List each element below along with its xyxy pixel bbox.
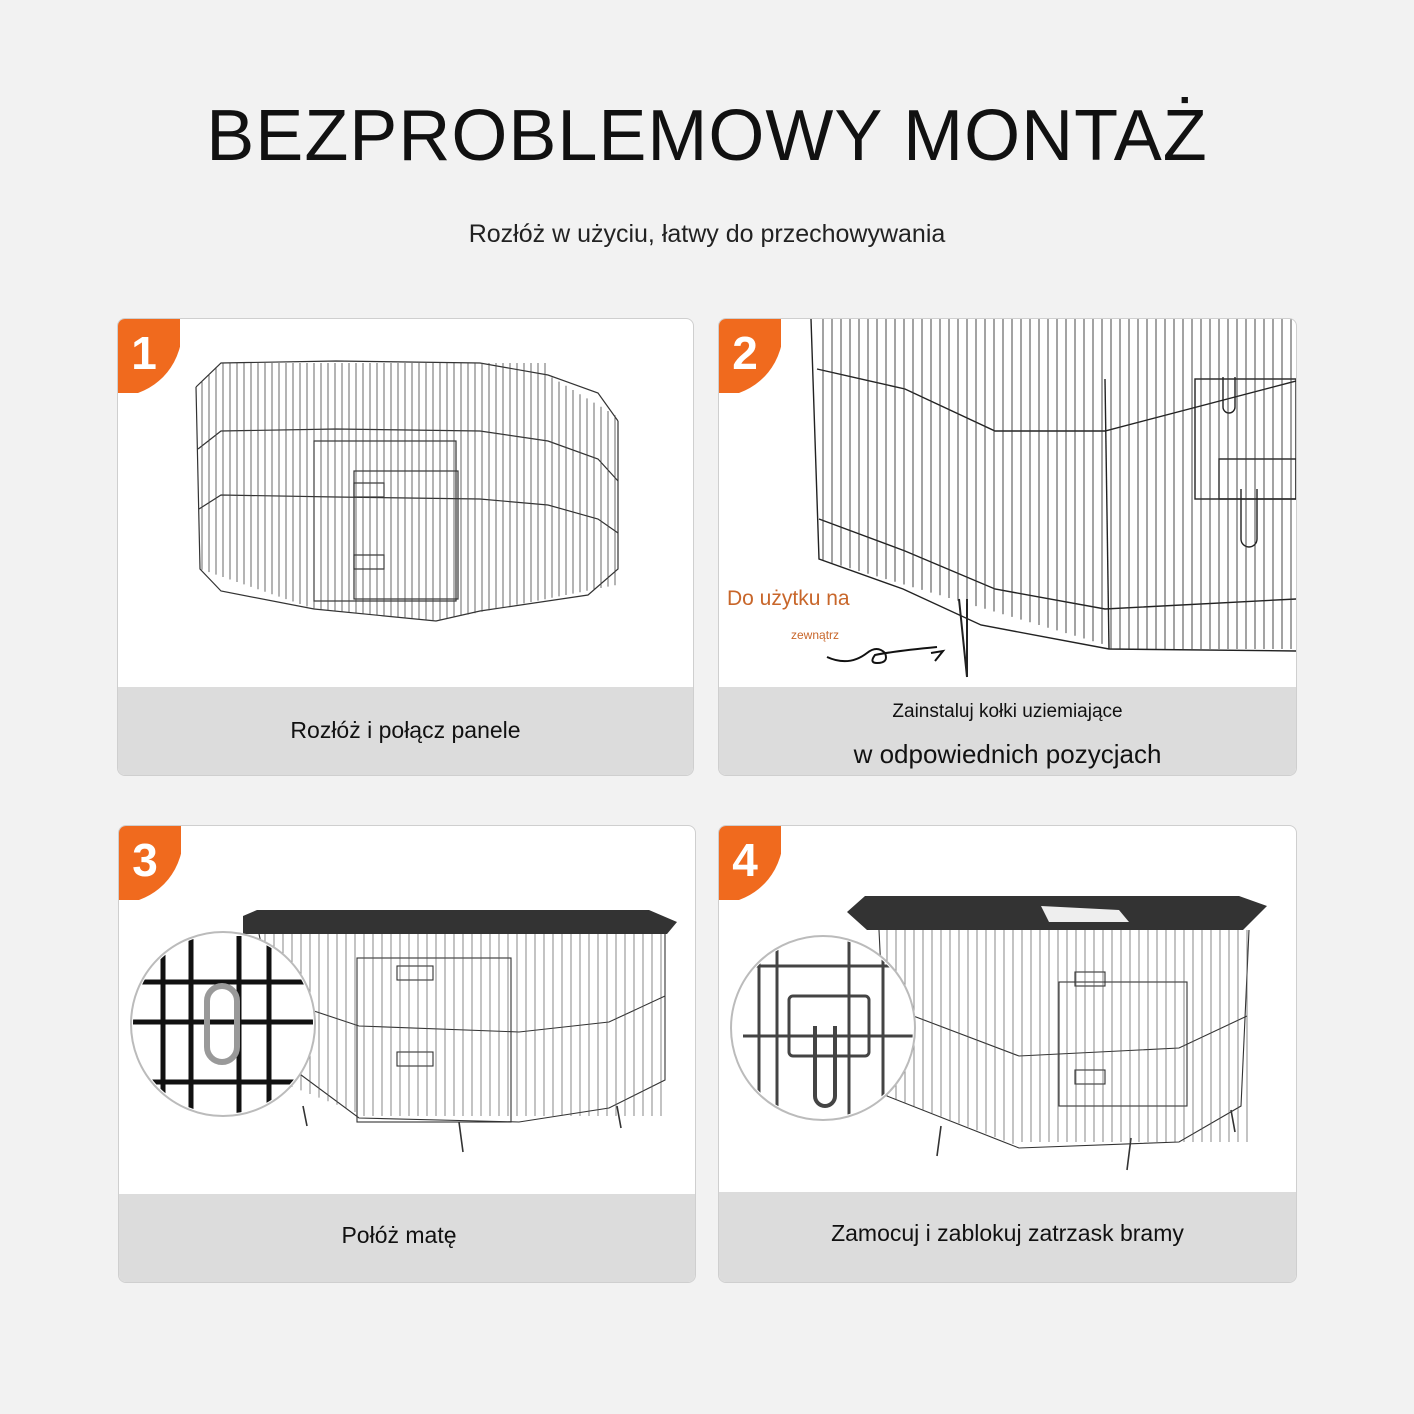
step-badge <box>117 318 180 393</box>
step-card-2 <box>718 318 1297 776</box>
step-number: 2 <box>732 327 758 379</box>
step-badge <box>718 318 781 393</box>
mat-placement-illustration <box>119 826 695 1196</box>
step-badge <box>118 825 181 900</box>
page-subtitle: Rozłóż w użyciu, łatwy do przechowywania <box>468 220 946 248</box>
gate-latch-illustration <box>719 826 1296 1196</box>
step-card-4 <box>718 825 1297 1283</box>
caption-bar <box>719 1192 1296 1282</box>
page-title: BEZPROBLEMOWY MONTAŻ <box>206 96 1208 176</box>
step-number: 1 <box>131 327 157 379</box>
outdoor-note-sub: zewnątrz <box>791 628 840 642</box>
step-number: 4 <box>732 834 758 886</box>
step-caption: Zamocuj i zablokuj zatrzask bramy <box>831 1220 1184 1246</box>
step-number: 3 <box>132 834 158 886</box>
step-caption-line1: Zainstaluj kołki uziemiające <box>892 701 1123 722</box>
caption-bar <box>119 1194 695 1282</box>
step-caption: Rozłóż i połącz panele <box>290 717 521 743</box>
step-badge <box>718 825 781 900</box>
outdoor-note: Do użytku na <box>727 587 850 610</box>
playpen-unfolded-illustration <box>118 319 693 689</box>
step-card-1 <box>117 318 694 776</box>
step-caption-line2: w odpowiednich pozycjach <box>853 739 1162 769</box>
caption-bar <box>118 687 693 775</box>
step-caption: Połóż matę <box>341 1222 457 1248</box>
step-card-3 <box>118 825 696 1283</box>
caption-bar <box>719 687 1296 775</box>
